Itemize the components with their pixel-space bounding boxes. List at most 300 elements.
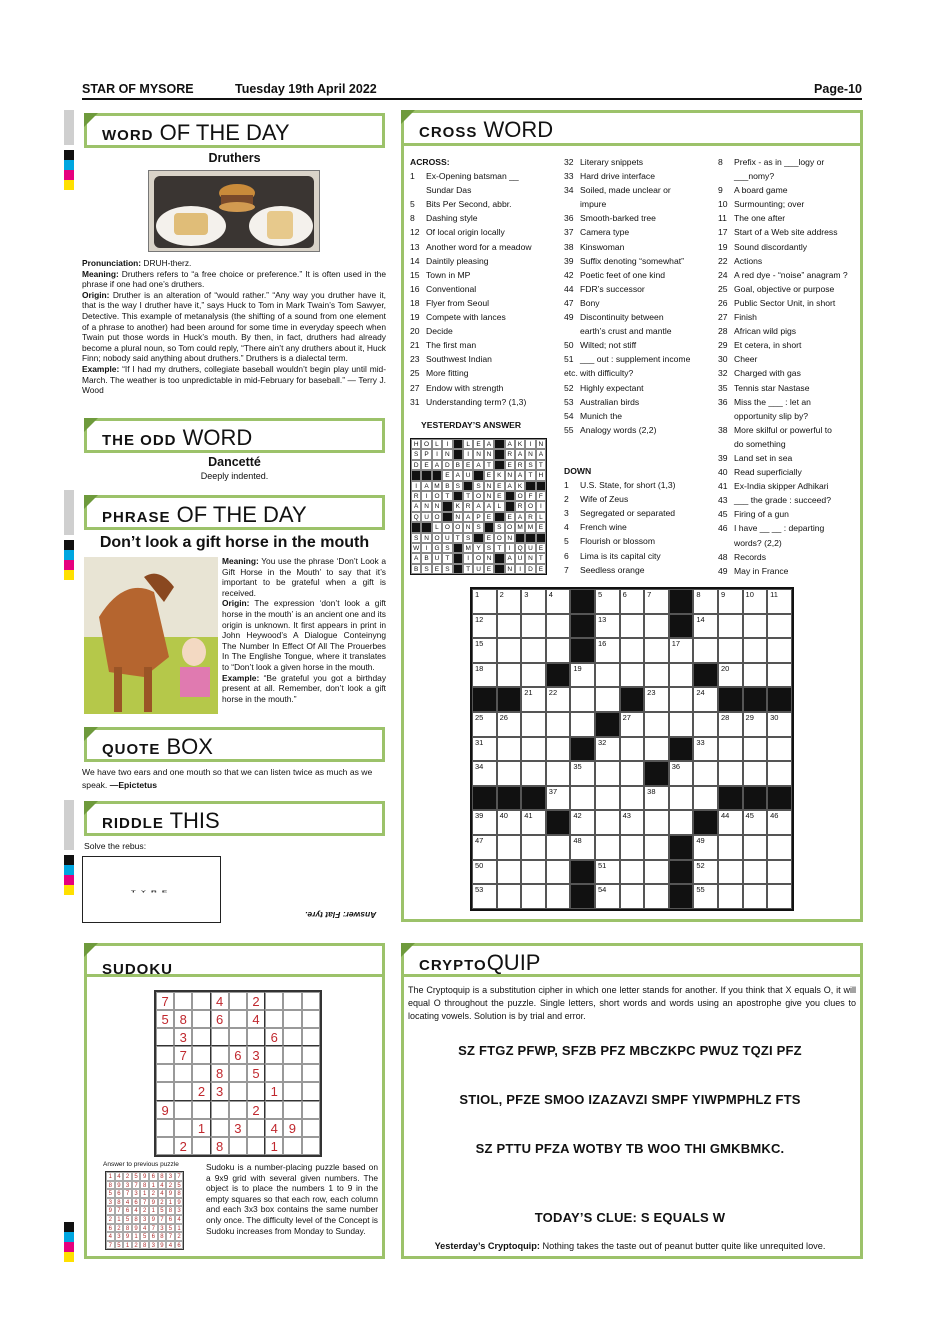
- crossword-cell[interactable]: [521, 737, 546, 762]
- crossword-cell[interactable]: [743, 737, 768, 762]
- sudoku-cell[interactable]: [192, 1010, 210, 1028]
- answer-cell: [453, 491, 463, 501]
- crossword-cell[interactable]: 46: [767, 810, 792, 835]
- crossword-cell[interactable]: [718, 860, 743, 885]
- crossword-cell[interactable]: 48: [570, 835, 595, 860]
- riddle-heading: RIDDLE THIS: [84, 801, 385, 836]
- crossword-cell[interactable]: [718, 737, 743, 762]
- answer-cell: 3: [175, 1206, 184, 1215]
- crossword-grid[interactable]: [470, 587, 794, 911]
- crossword-cell[interactable]: [644, 884, 669, 909]
- crossword-cell[interactable]: 50: [472, 860, 497, 885]
- crossword-cell[interactable]: 41: [521, 810, 546, 835]
- sudoku-cell[interactable]: [265, 1010, 283, 1028]
- sudoku-cell[interactable]: [283, 1082, 301, 1100]
- crossword-cell[interactable]: 11: [767, 589, 792, 614]
- crossword-cell[interactable]: 12: [472, 614, 497, 639]
- sudoku-cell[interactable]: [302, 1082, 320, 1100]
- crossword-cell[interactable]: [669, 810, 694, 835]
- crossword-cell[interactable]: 45: [743, 810, 768, 835]
- crossword-cell[interactable]: 39: [472, 810, 497, 835]
- crossword-cell[interactable]: [595, 761, 620, 786]
- answer-cell: 9: [175, 1198, 184, 1207]
- sudoku-cell[interactable]: [156, 1028, 174, 1046]
- crossword-cell[interactable]: [718, 614, 743, 639]
- crossword-cell[interactable]: [620, 737, 645, 762]
- answer-cell: R: [515, 460, 525, 470]
- crossword-cell[interactable]: [644, 737, 669, 762]
- crossword-cell[interactable]: [620, 860, 645, 885]
- crossword-cell[interactable]: 27: [620, 712, 645, 737]
- crossword-cell[interactable]: [743, 638, 768, 663]
- answer-cell: 1: [149, 1206, 158, 1215]
- answer-cell: 5: [132, 1172, 141, 1181]
- crossword-cell[interactable]: 47: [472, 835, 497, 860]
- sudoku-cell[interactable]: [302, 1119, 320, 1137]
- sudoku-cell[interactable]: [192, 992, 210, 1010]
- sudoku-grid[interactable]: [154, 990, 322, 1157]
- clue: 35 Tennis star Nastase: [718, 382, 810, 393]
- crossword-cell[interactable]: [767, 860, 792, 885]
- crossword-cell[interactable]: [546, 761, 571, 786]
- answer-cell: 8: [158, 1232, 167, 1241]
- sudoku-cell[interactable]: 2: [247, 1101, 265, 1119]
- clue: 45 Firing of a gun: [718, 509, 789, 520]
- answer-cell: F: [536, 491, 546, 501]
- sudoku-cell[interactable]: [192, 1046, 210, 1064]
- crossword-cell[interactable]: [521, 638, 546, 663]
- crossword-cell[interactable]: 24: [693, 687, 718, 712]
- crossword-cell[interactable]: [767, 663, 792, 688]
- crossword-cell[interactable]: [767, 737, 792, 762]
- answer-cell: 2: [123, 1172, 132, 1181]
- sudoku-cell[interactable]: [283, 1046, 301, 1064]
- sudoku-answer-grid: [105, 1171, 184, 1250]
- crossword-cell[interactable]: 43: [620, 810, 645, 835]
- clue: 28 African wild pigs: [718, 326, 797, 337]
- crossword-cell[interactable]: [767, 835, 792, 860]
- crossword-cell[interactable]: 20: [718, 663, 743, 688]
- crossword-cell[interactable]: 16: [595, 638, 620, 663]
- sudoku-cell[interactable]: [156, 1046, 174, 1064]
- sudoku-cell[interactable]: [174, 1064, 192, 1082]
- answer-cell: I: [421, 491, 431, 501]
- crossword-cell[interactable]: 31: [472, 737, 497, 762]
- crossword-cell[interactable]: [743, 614, 768, 639]
- sudoku-cell[interactable]: 1: [265, 1082, 283, 1100]
- crossword-cell[interactable]: [570, 712, 595, 737]
- sudoku-cell[interactable]: [229, 1028, 247, 1046]
- sudoku-cell[interactable]: [192, 1101, 210, 1119]
- crossword-cell[interactable]: 25: [472, 712, 497, 737]
- sudoku-cell[interactable]: [174, 1119, 192, 1137]
- clue: 47 Bony: [564, 297, 600, 308]
- sudoku-cell[interactable]: [229, 1082, 247, 1100]
- sudoku-cell[interactable]: [283, 1010, 301, 1028]
- clue: 16 Conventional: [410, 283, 477, 294]
- answer-cell: M: [463, 543, 473, 553]
- crossword-cell[interactable]: 23: [644, 687, 669, 712]
- crossword-cell[interactable]: 30: [767, 712, 792, 737]
- crossword-cell[interactable]: [743, 860, 768, 885]
- crossword-cell[interactable]: 42: [570, 810, 595, 835]
- sudoku-cell[interactable]: [192, 1028, 210, 1046]
- answer-cell: U: [525, 543, 535, 553]
- crossword-cell[interactable]: [669, 786, 694, 811]
- sudoku-cell[interactable]: [229, 992, 247, 1010]
- crossword-cell: [767, 687, 792, 712]
- sudoku-cell[interactable]: [302, 1028, 320, 1046]
- sudoku-cell[interactable]: 2: [174, 1137, 192, 1155]
- crossword-cell[interactable]: [595, 663, 620, 688]
- sudoku-cell[interactable]: [283, 1137, 301, 1155]
- sudoku-cell[interactable]: [283, 1028, 301, 1046]
- color-bar: [64, 1222, 74, 1262]
- answer-cell: 6: [115, 1189, 124, 1198]
- answer-cell: 7: [115, 1206, 124, 1215]
- crossword-cell[interactable]: [546, 884, 571, 909]
- crossword-cell[interactable]: [595, 835, 620, 860]
- sudoku-cell[interactable]: [192, 1064, 210, 1082]
- sudoku-cell[interactable]: [156, 1137, 174, 1155]
- sudoku-cell[interactable]: [211, 1101, 229, 1119]
- clue: 1 U.S. State, for short (1,3): [564, 480, 676, 491]
- crossword-cell[interactable]: [718, 884, 743, 909]
- sudoku-heading: SUDOKU: [84, 943, 385, 977]
- crossword-cell[interactable]: [718, 761, 743, 786]
- crossword-cell[interactable]: [595, 687, 620, 712]
- answer-cell: 4: [140, 1224, 149, 1233]
- sudoku-cell[interactable]: 1: [192, 1119, 210, 1137]
- crossword-cell[interactable]: [669, 687, 694, 712]
- crossword-cell[interactable]: 52: [693, 860, 718, 885]
- crossword-cell[interactable]: 37: [546, 786, 571, 811]
- crossword-cell[interactable]: [693, 761, 718, 786]
- rebus-box: TYRE: [82, 856, 221, 923]
- crossword-cell[interactable]: [620, 614, 645, 639]
- crossword-cell[interactable]: [595, 810, 620, 835]
- sudoku-cell[interactable]: 5: [247, 1064, 265, 1082]
- crossword-cell[interactable]: 53: [472, 884, 497, 909]
- crossword-cell[interactable]: [521, 835, 546, 860]
- sudoku-cell[interactable]: [283, 1101, 301, 1119]
- sudoku-cell[interactable]: [247, 1082, 265, 1100]
- sudoku-cell[interactable]: [156, 1119, 174, 1137]
- crossword-cell[interactable]: [521, 860, 546, 885]
- crossword-cell[interactable]: 55: [693, 884, 718, 909]
- crossword-cell[interactable]: [620, 835, 645, 860]
- crossword-cell[interactable]: [644, 810, 669, 835]
- crossword-cell[interactable]: 7: [644, 589, 669, 614]
- crossword-cell[interactable]: [497, 614, 522, 639]
- crossword-cell[interactable]: [644, 835, 669, 860]
- crossword-cell[interactable]: [521, 761, 546, 786]
- crossword-cell[interactable]: [497, 761, 522, 786]
- crossword-cell[interactable]: 19: [570, 663, 595, 688]
- crossword-cell[interactable]: [644, 614, 669, 639]
- answer-cell: 4: [106, 1232, 115, 1241]
- crossword-cell[interactable]: [497, 663, 522, 688]
- crossword-cell[interactable]: 28: [718, 712, 743, 737]
- crossword-cell[interactable]: [644, 638, 669, 663]
- sudoku-cell[interactable]: 4: [247, 1010, 265, 1028]
- sudoku-cell[interactable]: [174, 992, 192, 1010]
- answer-cell: Q: [515, 543, 525, 553]
- sudoku-cell[interactable]: [302, 1101, 320, 1119]
- sudoku-cell[interactable]: 6: [211, 1010, 229, 1028]
- sudoku-cell[interactable]: 8: [211, 1137, 229, 1155]
- sudoku-cell[interactable]: [265, 1101, 283, 1119]
- sudoku-cell[interactable]: [192, 1137, 210, 1155]
- crossword-cell[interactable]: 29: [743, 712, 768, 737]
- clue: 3 Segregated or separated: [564, 508, 676, 519]
- crossword-cell[interactable]: [644, 860, 669, 885]
- sudoku-cell[interactable]: 9: [156, 1101, 174, 1119]
- crossword-cell[interactable]: 34: [472, 761, 497, 786]
- answer-cell: A: [505, 481, 515, 491]
- sudoku-cell[interactable]: 7: [174, 1046, 192, 1064]
- clue: 6 Lima is its capital city: [564, 550, 661, 561]
- sudoku-cell[interactable]: [156, 1064, 174, 1082]
- crossword-cell[interactable]: [644, 663, 669, 688]
- clue: 49 May in France: [718, 565, 789, 576]
- crossword-cell: [521, 786, 546, 811]
- answer-cell: 7: [158, 1215, 167, 1224]
- crossword-cell[interactable]: 2: [497, 589, 522, 614]
- crossword-cell[interactable]: 26: [497, 712, 522, 737]
- crossword-cell[interactable]: 21: [521, 687, 546, 712]
- sudoku-cell[interactable]: 6: [265, 1028, 283, 1046]
- crossword-cell[interactable]: [546, 737, 571, 762]
- answer-cell: P: [473, 512, 483, 522]
- sudoku-cell[interactable]: 3: [211, 1082, 229, 1100]
- crossword-cell[interactable]: [693, 712, 718, 737]
- across-clues-col1: ACROSS: 1 Ex-Opening batsman __ Sundar Das 5 Bits Per Second, abbr. 8 Dashing style 12 Of local origin locally 13 Another word for a meadow 14 Daintily pleasing 15 Town in MP 16 Conventional 18 Flyer from Seoul 19 Compete with lances 20 Decide 21 The first man 23 Southwest Indian 25 More fitting 27 Endow with strength 31 Understanding term? (1,3): [410, 155, 532, 183]
- sudoku-cell[interactable]: 7: [156, 992, 174, 1010]
- crossword-cell[interactable]: [620, 786, 645, 811]
- sudoku-cell[interactable]: [302, 1064, 320, 1082]
- crossword-cell[interactable]: [620, 884, 645, 909]
- crossword-cell[interactable]: [497, 638, 522, 663]
- crossword-cell[interactable]: [521, 614, 546, 639]
- answer-cell: 8: [106, 1181, 115, 1190]
- sudoku-cell[interactable]: 4: [211, 992, 229, 1010]
- crossword-cell[interactable]: 1: [472, 589, 497, 614]
- crossword-cell[interactable]: [669, 663, 694, 688]
- answer-cell: Y: [473, 543, 483, 553]
- sudoku-cell[interactable]: 8: [211, 1064, 229, 1082]
- answer-cell: O: [525, 501, 535, 511]
- crossword-cell[interactable]: [546, 614, 571, 639]
- clue: 25 More fitting: [410, 368, 469, 379]
- crossword-cell[interactable]: 40: [497, 810, 522, 835]
- answer-cell: A: [432, 460, 442, 470]
- clue: 36 Miss the ___ : let an: [718, 396, 811, 407]
- answer-cell: 2: [115, 1224, 124, 1233]
- sudoku-cell[interactable]: [156, 1082, 174, 1100]
- crossword-cell[interactable]: [521, 712, 546, 737]
- crossword-cell[interactable]: [743, 761, 768, 786]
- crossword-cell[interactable]: 33: [693, 737, 718, 762]
- sudoku-cell[interactable]: [302, 1046, 320, 1064]
- crossword-cell[interactable]: 5: [595, 589, 620, 614]
- answer-cell: I: [463, 449, 473, 459]
- answer-cell: S: [453, 481, 463, 491]
- answer-cell: B: [453, 460, 463, 470]
- sudoku-cell[interactable]: [247, 1028, 265, 1046]
- crossword-cell[interactable]: [767, 614, 792, 639]
- answer-cell: 3: [166, 1172, 175, 1181]
- sudoku-cell[interactable]: [174, 1082, 192, 1100]
- crossword-cell[interactable]: 14: [693, 614, 718, 639]
- crossword-cell[interactable]: 10: [743, 589, 768, 614]
- crossword-cell[interactable]: [767, 884, 792, 909]
- crossword-cell[interactable]: 49: [693, 835, 718, 860]
- crossword-cell: [570, 614, 595, 639]
- odd-word-heading: THE ODD WORD: [84, 418, 385, 453]
- sudoku-cell[interactable]: [229, 1064, 247, 1082]
- answer-cell: E: [484, 512, 494, 522]
- crossword-cell[interactable]: [743, 835, 768, 860]
- sudoku-cell[interactable]: [247, 1119, 265, 1137]
- crossword-cell[interactable]: 18: [472, 663, 497, 688]
- sudoku-cell[interactable]: [283, 992, 301, 1010]
- sudoku-cell[interactable]: 1: [265, 1137, 283, 1155]
- crossword-cell[interactable]: 51: [595, 860, 620, 885]
- crossword-cell[interactable]: 6: [620, 589, 645, 614]
- crossword-cell[interactable]: [497, 835, 522, 860]
- answer-cell: E: [442, 470, 452, 480]
- crossword-cell[interactable]: [497, 860, 522, 885]
- crossword-cell[interactable]: [693, 638, 718, 663]
- crossword-cell[interactable]: 9: [718, 589, 743, 614]
- crossword-cell[interactable]: 3: [521, 589, 546, 614]
- sudoku-cell[interactable]: [265, 992, 283, 1010]
- phrase-title: Don’t look a gift horse in the mouth: [99, 534, 370, 551]
- sudoku-cell[interactable]: 5: [156, 1010, 174, 1028]
- crossword-cell: [644, 761, 669, 786]
- answer-cell: L: [536, 512, 546, 522]
- sudoku-cell[interactable]: [302, 1137, 320, 1155]
- sudoku-cell[interactable]: [265, 1064, 283, 1082]
- crossword-cell[interactable]: 36: [669, 761, 694, 786]
- clue: 27 Finish: [718, 312, 757, 323]
- crossword-cell[interactable]: [620, 638, 645, 663]
- crossword-cell[interactable]: [718, 835, 743, 860]
- answer-cell: E: [494, 481, 504, 491]
- sudoku-cell[interactable]: [229, 1101, 247, 1119]
- answer-cell: N: [484, 481, 494, 491]
- clue: 50 Wilted; not stiff: [564, 340, 637, 351]
- sudoku-cell[interactable]: 3: [174, 1028, 192, 1046]
- sudoku-cell[interactable]: [302, 992, 320, 1010]
- crossword-cell[interactable]: [718, 638, 743, 663]
- sudoku-cell[interactable]: 4: [265, 1119, 283, 1137]
- sudoku-cell[interactable]: [211, 1028, 229, 1046]
- crossword-cell[interactable]: 22: [546, 687, 571, 712]
- crossword-cell: [620, 687, 645, 712]
- answer-cell: [494, 449, 504, 459]
- crossword-cell[interactable]: [620, 663, 645, 688]
- crossword-cell[interactable]: 35: [570, 761, 595, 786]
- crossword-cell[interactable]: 17: [669, 638, 694, 663]
- crossword-cell[interactable]: [767, 761, 792, 786]
- sudoku-cell[interactable]: 6: [229, 1046, 247, 1064]
- crossword-cell[interactable]: [595, 786, 620, 811]
- sudoku-cell[interactable]: [174, 1101, 192, 1119]
- crossword-cell[interactable]: 32: [595, 737, 620, 762]
- crossword-cell[interactable]: [644, 712, 669, 737]
- sudoku-cell[interactable]: [229, 1010, 247, 1028]
- answer-cell: 2: [166, 1181, 175, 1190]
- answer-cell: E: [473, 439, 483, 449]
- crossword-cell[interactable]: [570, 687, 595, 712]
- answer-cell: 1: [123, 1241, 132, 1250]
- answer-cell: S: [484, 543, 494, 553]
- crossword-cell[interactable]: [521, 663, 546, 688]
- answer-cell: [453, 564, 463, 574]
- crossword-cell[interactable]: 4: [546, 589, 571, 614]
- sudoku-cell[interactable]: [229, 1137, 247, 1155]
- crossword-cell[interactable]: [521, 884, 546, 909]
- crossword-cell[interactable]: [497, 884, 522, 909]
- crossword-cell[interactable]: 54: [595, 884, 620, 909]
- crossword-cell[interactable]: [620, 761, 645, 786]
- answer-cell: S: [411, 449, 421, 459]
- answer-cell: B: [421, 553, 431, 563]
- sudoku-cell[interactable]: [211, 1119, 229, 1137]
- clue: 38 Kinswoman: [564, 241, 625, 252]
- crossword-cell[interactable]: [743, 663, 768, 688]
- crossword-cell[interactable]: 44: [718, 810, 743, 835]
- sudoku-cell[interactable]: 9: [283, 1119, 301, 1137]
- crossword-cell[interactable]: [497, 737, 522, 762]
- crossword-cell[interactable]: 13: [595, 614, 620, 639]
- answer-cell: N: [484, 491, 494, 501]
- sudoku-cell[interactable]: 2: [192, 1082, 210, 1100]
- page-header: [82, 80, 862, 100]
- crossword-cell[interactable]: [546, 835, 571, 860]
- cipher-line-2: STIOL, PFZE SMOO IZAZAVZI SMPF YIWPMPHLZ FTS: [459, 1092, 801, 1107]
- crossword-cell[interactable]: [669, 712, 694, 737]
- crossword-cell[interactable]: 15: [472, 638, 497, 663]
- crossword-cell[interactable]: [693, 786, 718, 811]
- clue: 46 I have __ __ : departing: [718, 523, 825, 534]
- answer-cell: [421, 522, 431, 532]
- crossword-cell[interactable]: [546, 712, 571, 737]
- answer-cell: A: [515, 470, 525, 480]
- crossword-cell[interactable]: [570, 786, 595, 811]
- crossword-cell[interactable]: [743, 884, 768, 909]
- sudoku-cell[interactable]: [265, 1046, 283, 1064]
- crossword-cell[interactable]: [767, 638, 792, 663]
- sudoku-cell[interactable]: 3: [229, 1119, 247, 1137]
- sudoku-cell[interactable]: [211, 1046, 229, 1064]
- crossword-cell[interactable]: [546, 638, 571, 663]
- crossword-cell: [570, 737, 595, 762]
- crossword-cell[interactable]: 8: [693, 589, 718, 614]
- sudoku-cell[interactable]: [247, 1137, 265, 1155]
- sudoku-cell[interactable]: [283, 1064, 301, 1082]
- sudoku-cell[interactable]: 3: [247, 1046, 265, 1064]
- sudoku-cell[interactable]: 2: [247, 992, 265, 1010]
- answer-cell: 5: [123, 1215, 132, 1224]
- crossword-cell[interactable]: 38: [644, 786, 669, 811]
- sudoku-cell[interactable]: [302, 1010, 320, 1028]
- crossword-cell[interactable]: [546, 860, 571, 885]
- answer-cell: 9: [158, 1241, 167, 1250]
- sudoku-cell[interactable]: 8: [174, 1010, 192, 1028]
